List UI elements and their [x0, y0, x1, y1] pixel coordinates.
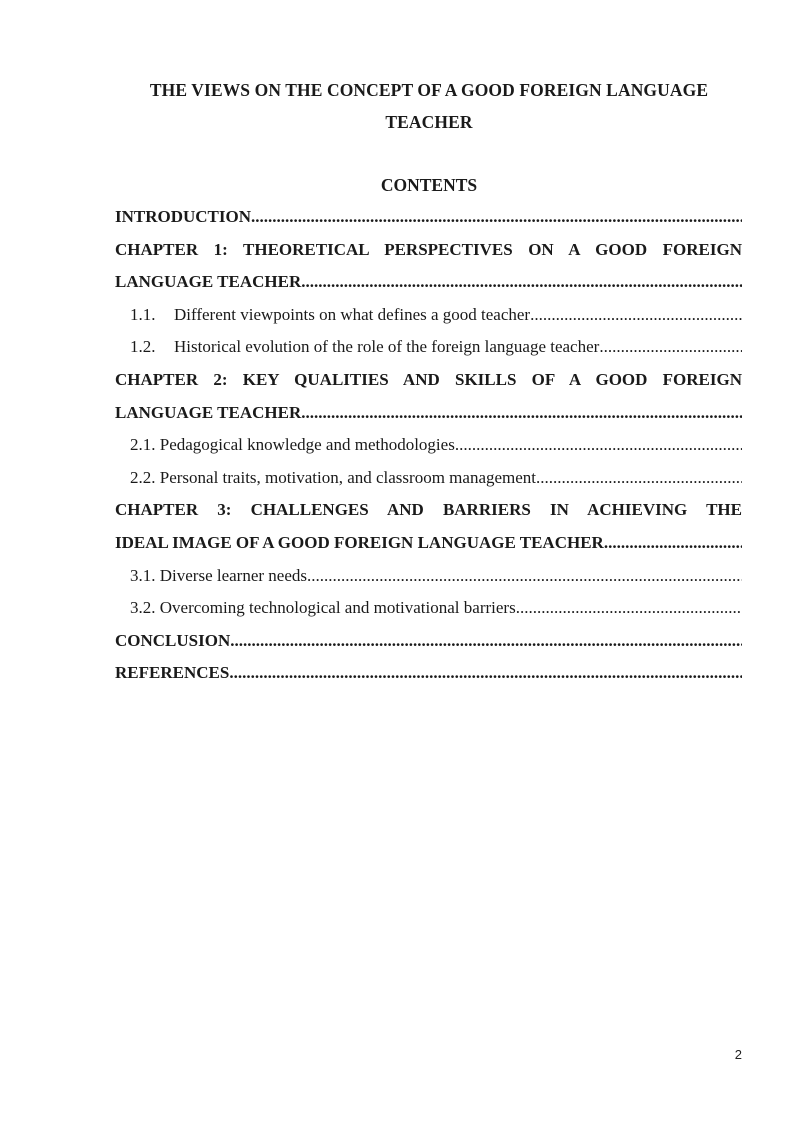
- toc-entry-label: Historical evolution of the role of the foreign language teacher: [174, 337, 600, 357]
- toc-leader-dots: [251, 201, 742, 234]
- toc-entry-label: 3.1. Diverse learner needs: [130, 565, 308, 585]
- toc-entry-label: 3.2. Overcoming technological and motivational barriers: [130, 598, 516, 618]
- toc-entry-chapter-3-line-1[interactable]: CHAPTER 3: CHALLENGES AND BARRIERS IN ACHIEVING THE: [115, 500, 742, 520]
- toc-entry-section-2-2[interactable]: [115, 462, 742, 495]
- page-number: 2: [734, 1047, 742, 1062]
- contents-heading: CONTENTS: [380, 175, 478, 195]
- toc-leader-dots: [307, 560, 742, 593]
- toc-entry-chapter-1-line-2[interactable]: [115, 266, 742, 299]
- toc-entry-chapter-1-line-1[interactable]: CHAPTER 1: THEORETICAL PERSPECTIVES ON A GOOD FOREIGN: [115, 239, 742, 259]
- toc-leader-dots: [604, 527, 742, 560]
- toc-entry-label: IDEAL IMAGE OF A GOOD FOREIGN LANGUAGE TEACHER: [115, 532, 604, 552]
- toc-entry-label: INTRODUCTION: [115, 207, 252, 226]
- toc-entry-label: LANGUAGE TEACHER: [115, 272, 302, 292]
- toc-entry-chapter-3-line-2[interactable]: [115, 527, 742, 560]
- document-title: [100, 74, 758, 138]
- toc-leader-dots: [301, 397, 742, 430]
- toc-leader-dots: [599, 331, 742, 364]
- toc-leader-dots: [536, 462, 742, 495]
- document-title-line-2: TEACHER: [385, 112, 473, 132]
- toc-entry-section-3-1[interactable]: [115, 560, 742, 593]
- table-of-contents: [115, 201, 742, 690]
- toc-entry-label: Different viewpoints on what defines a good teacher: [174, 304, 531, 324]
- toc-entry-label: REFERENCES: [115, 663, 230, 683]
- toc-entry-label: 2.2. Personal traits, motivation, and classroom management: [130, 467, 537, 487]
- toc-entry-label: LANGUAGE TEACHER: [115, 402, 302, 422]
- toc-leader-dots: [516, 592, 742, 625]
- toc-entry-section-2-1[interactable]: [115, 429, 742, 462]
- toc-leader-dots: [455, 429, 742, 462]
- toc-entry-introduction[interactable]: [115, 201, 742, 234]
- toc-section-number: 1.2.: [130, 337, 156, 357]
- toc-leader-dots: [530, 299, 742, 332]
- toc-entry-label: CONCLUSION: [115, 630, 231, 650]
- toc-entry-section-1-1[interactable]: [115, 299, 742, 332]
- toc-leader-dots: [301, 266, 742, 299]
- toc-leader-dots: [229, 657, 742, 690]
- toc-entry-chapter-2-line-1[interactable]: CHAPTER 2: KEY QUALITIES AND SKILLS OF A GOOD FOREIGN: [115, 369, 742, 389]
- document-title-line-1: THE VIEWS ON THE CONCEPT OF A GOOD FOREIGN LANGUAGE: [149, 80, 709, 100]
- toc-entry-section-3-2[interactable]: [115, 592, 742, 625]
- toc-entry-references[interactable]: [115, 657, 742, 690]
- toc-entry-chapter-2-line-2[interactable]: [115, 397, 742, 430]
- toc-leader-dots: [230, 625, 742, 658]
- toc-section-number: 1.1.: [130, 304, 156, 324]
- toc-entry-label: 2.1. Pedagogical knowledge and methodologies: [130, 435, 455, 455]
- toc-entry-conclusion[interactable]: [115, 625, 742, 658]
- toc-entry-section-1-2[interactable]: [115, 331, 742, 364]
